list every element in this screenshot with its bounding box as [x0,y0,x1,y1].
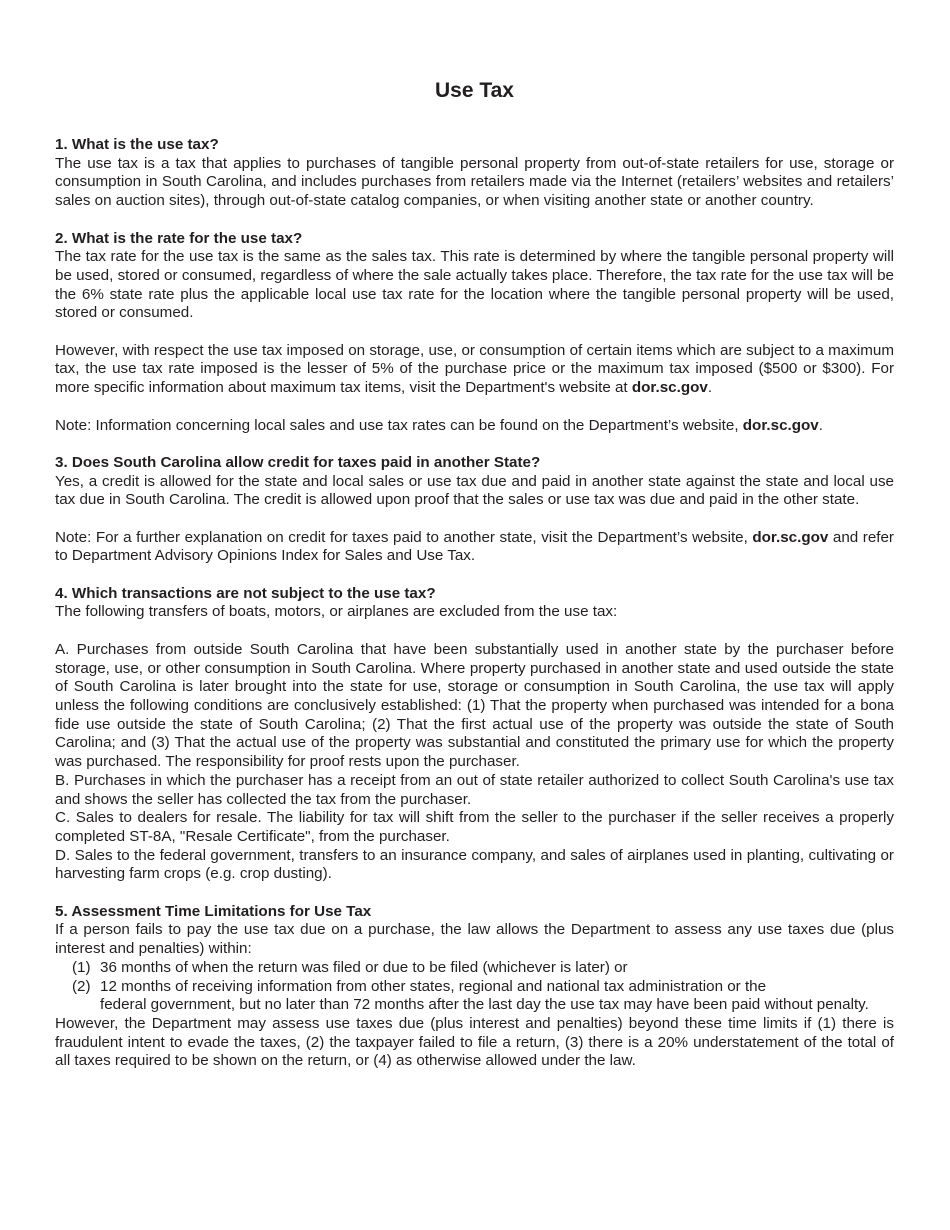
list-text: 36 months of when the return was filed or due to be filed (whichever is later) or [100,958,628,976]
list-item [55,978,894,1015]
text: . [707,379,713,397]
section-heading: 1. What is the use tax? [55,136,219,153]
list-text-line: federal government, but no later than 72 months after the last day the use tax may have been paid without penalty. [100,996,869,1014]
text: and refer to Department Advisory Opinions Index for Sales and Use Tax. [55,528,894,565]
note-local-rates [55,417,894,436]
text: However, with respect the use tax imposed on storage, use, or consumption of certain items which are subject to a maximum tax, the use tax rate imposed is the lesser of 5% of the purchase price or the maximum tax imposed ($500 or $300). For more specific information about maximum tax items, visit the Department's website at [55,341,894,397]
paragraph: The following transfers of boats, motors, or airplanes are excluded from the use tax: [55,603,618,621]
exemption-item-c: C. Sales to dealers for resale. The liability for tax will shift from the seller to the purchaser if the seller receives a properly completed ST-8A, "Resale Certificate", from the purchaser. [55,809,894,845]
section-credit-other-state [55,454,894,566]
paragraph: The tax rate for the use tax is the same as the sales tax. This rate is determined by where the tangible personal property will be used, stored or consumed, regardless of where the sale actually takes place. Therefore, the tax rate for the use tax will be the 6% state rate plus the applicable local use tax rate for the location where the tangible personal property will be used, stored or consumed. [55,248,894,322]
section-what-is-use-tax [55,136,894,211]
note-credit [55,529,894,566]
exemption-item-d: D. Sales to the federal government, transfers to an insurance company, and sales of airplanes used in planting, cultivating or harvesting farm crops (e.g. crop dusting). [55,846,894,883]
section-use-tax-rate [55,230,894,436]
text: . [818,416,823,434]
section-heading: 4. Which transactions are not subject to the use tax? [55,584,436,602]
website-link[interactable]: dor.sc.gov [631,379,708,397]
time-limit-list [55,959,894,1015]
section-heading: 5. Assessment Time Limitations for Use Tax [55,902,372,920]
list-number: (1) [72,958,91,976]
paragraph: If a person fails to pay the use tax due on a purchase, the law allows the Department to assess any use taxes due (plus interest and penalties) within: [55,921,894,958]
text: Note: For a further explanation on credit for taxes paid to another state, visit the Department’s website, [55,528,753,546]
section-heading: 2. What is the rate for the use tax? [55,229,303,247]
text: Note: Information concerning local sales and use tax rates can be found on the Department’s website, [55,416,743,434]
exemption-item-b: B. Purchases in which the purchaser has a receipt from an out of state retailer authorized to collect South Carolina's use tax and shows the seller has collected the tax from the purchaser. [55,771,894,808]
website-link[interactable]: dor.sc.gov [752,528,829,546]
website-link[interactable]: dor.sc.gov [742,416,819,434]
paragraph: Yes, a credit is allowed for the state and local sales or use tax due and paid in another state against the state and local use tax due in South Carolina. The credit is allowed upon proof that the sales or use tax was due and paid in the other state. [55,472,894,509]
paragraph: The use tax is a tax that applies to purchases of tangible personal property from out-of-state retailers for use, storage or consumption in South Carolina, and includes purchases from retailers made via the Internet (retailers’ websites and retailers’ sales on auction sites), through out-of-state catalog companies, or when visiting another state or another country. [55,154,894,210]
list-text-line: 12 months of receiving information from other states, regional and national tax administration or the [100,977,767,995]
exemption-item-a: A. Purchases from outside South Carolina that have been substantially used in another state by the purchaser before storage, use, or other consumption in South Carolina. Where property purchased in another state and used outside the state of South Carolina is later brought into the state for use, storage or consumption in South Carolina, the use tax will apply unless the following conditions are conclusively established: (1) That the property when purchased was intended for a bona fide use outside the state of South Carolina; (2) That the first actual use of the property was outside the state of South Carolina; and (3) That the actual use of the property was substantial and constituted the primary use for which the property was purchased. The responsibility for proof rests upon the purchaser. [55,640,894,771]
section-heading: 3. Does South Carolina allow credit for taxes paid in another State? [55,453,541,471]
section-exempt-transactions [55,585,894,884]
list-number: (2) [72,977,91,995]
paragraph: However, the Department may assess use taxes due (plus interest and penalties) beyond these time limits if (1) there is fraudulent intent to evade the taxes, (2) the taxpayer failed to file a return, (3) there is a 20% understatement of the total of all taxes required to be shown on the return, or (4) as otherwise allowed under the law. [55,1014,894,1070]
paragraph-maximum-tax [55,342,894,398]
section-assessment-limits [55,903,894,1071]
list-item [55,959,894,978]
page-title: Use Tax [435,79,514,102]
